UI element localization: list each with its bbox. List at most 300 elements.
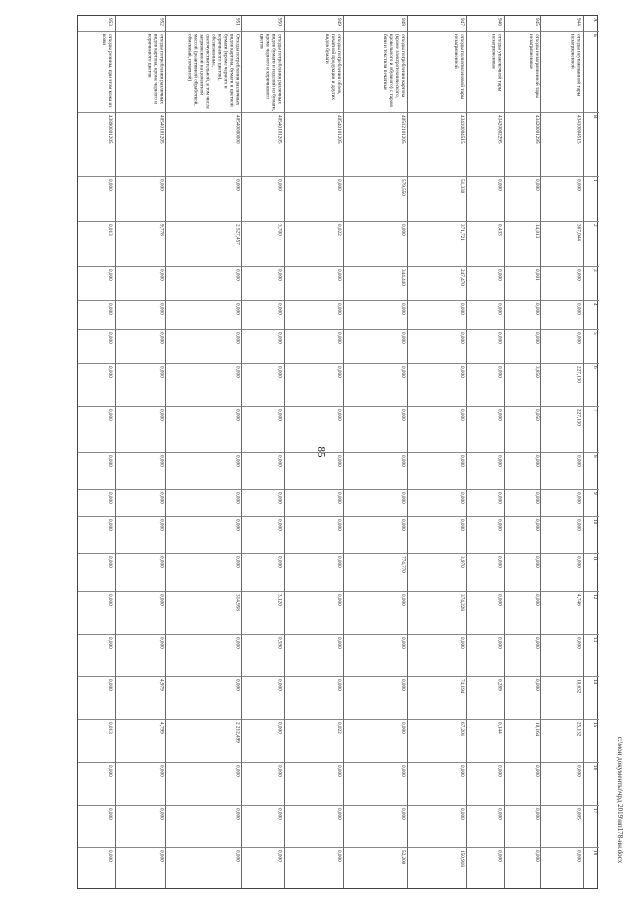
cell-text: 40512101205 [399, 115, 406, 144]
table-cell [285, 591, 343, 634]
cell-text: 0,000 [106, 269, 113, 281]
cell-text: 0,000 [575, 454, 582, 467]
table-cell [166, 221, 241, 266]
cell-text: 0,590 [277, 636, 284, 649]
cell-text: 14 [592, 679, 598, 685]
table-cell [242, 719, 284, 762]
cell-text: 774,770 [399, 556, 406, 574]
cell-text: 0,000 [277, 492, 284, 504]
table-cell [505, 266, 541, 300]
table-cell [505, 676, 541, 719]
table-cell [541, 805, 583, 848]
table-cell [408, 489, 466, 516]
table-cell [285, 31, 343, 112]
table-cell [78, 634, 115, 677]
cell-text: 0,000 [158, 366, 165, 378]
cell-text: 51,330 [458, 179, 465, 194]
table-cell [467, 762, 504, 805]
cell-text: 0,001 [533, 269, 540, 281]
table-cell [584, 176, 599, 221]
cell-text: 0,000 [106, 850, 113, 862]
table-cell [344, 406, 407, 452]
table-cell [78, 847, 115, 890]
cell-text: отходы полиэтиленовой тары незагрязненной [452, 33, 465, 99]
table-cell [505, 591, 541, 634]
cell-text: 0,000 [575, 269, 582, 281]
cell-text: 0,000 [277, 332, 284, 344]
table-cell [78, 719, 115, 762]
table-cell [344, 805, 407, 848]
cell-text: 0,000 [496, 454, 503, 467]
table-cell [408, 16, 466, 31]
table-cell [408, 363, 466, 406]
table-cell [541, 363, 583, 406]
table-cell [166, 452, 241, 489]
table-cell [467, 634, 504, 677]
table-cell [242, 762, 284, 805]
cell-text: 43890001205 [106, 115, 113, 144]
cell-text: 11 [592, 556, 598, 562]
table-row [165, 16, 241, 888]
cell-text: 0,000 [399, 807, 406, 820]
table-cell [285, 221, 343, 266]
footer-path: c:\мои документы\чрд 2019\ип178-ин.docx [616, 736, 624, 864]
table-cell [505, 847, 541, 890]
table-cell [505, 762, 541, 805]
cell-text: 0,000 [106, 454, 113, 467]
cell-text: 0,000 [533, 679, 540, 691]
table-cell [408, 329, 466, 363]
cell-text: 0,000 [277, 519, 284, 531]
cell-text: 18 [592, 850, 598, 856]
cell-text: 0,000 [336, 332, 343, 344]
table-cell [285, 266, 343, 300]
cell-text: 0,000 [533, 636, 540, 649]
cell-text: 10,632 [575, 679, 582, 694]
table-cell [467, 300, 504, 329]
cell-text: 0,000 [106, 332, 113, 344]
table-cell [166, 553, 241, 590]
cell-text: 0,000 [234, 454, 241, 467]
cell-text: 0,000 [533, 807, 540, 820]
table-cell [116, 221, 165, 266]
cell-text: 0,000 [533, 519, 540, 531]
cell-text: 0,000 [106, 764, 113, 777]
cell-text: В [592, 115, 598, 119]
table-cell [285, 452, 343, 489]
table-cell [116, 329, 165, 363]
table-cell [78, 31, 115, 112]
table-cell [584, 805, 599, 848]
table-cell [116, 300, 165, 329]
table-row [540, 16, 583, 888]
table-cell [467, 516, 504, 553]
cell-text: 0,000 [158, 332, 165, 344]
cell-text: 0,000 [336, 492, 343, 504]
table-cell [541, 762, 583, 805]
cell-text: 4,746 [575, 593, 582, 606]
cell-text: 0,000 [533, 179, 540, 191]
cell-text: 0,000 [399, 679, 406, 691]
table-cell [541, 516, 583, 553]
table-cell [584, 553, 599, 590]
cell-text: отходы потребления картона (кроме электротехнического, кровельного и обувного) с тарою бязи и текстиля печатные [381, 33, 406, 108]
table-cell [344, 676, 407, 719]
cell-text: 0,000 [158, 179, 165, 191]
cell-text: 0,000 [336, 519, 343, 531]
cell-text: 0,000 [106, 593, 113, 606]
table-cell [584, 591, 599, 634]
table-cell [541, 634, 583, 677]
table-cell [166, 489, 241, 516]
table-cell [505, 176, 541, 221]
table-cell [467, 847, 504, 890]
table-cell [541, 489, 583, 516]
cell-text: 43420002295 [496, 115, 503, 144]
table-cell [116, 406, 165, 452]
table-cell [344, 16, 407, 31]
table-cell [242, 634, 284, 677]
table-cell [166, 591, 241, 634]
cell-text: 0,000 [336, 408, 343, 421]
cell-text: 0,000 [496, 332, 503, 344]
table-cell [285, 329, 343, 363]
cell-text: 4,979 [158, 679, 165, 691]
cell-text: 40540000000 [234, 115, 241, 144]
cell-text: 0,000 [234, 332, 241, 344]
table-cell [78, 591, 115, 634]
cell-text: 0,005 [575, 807, 582, 820]
table-cell [408, 553, 466, 590]
table-cell [541, 112, 583, 176]
cell-text: 150,918 [458, 850, 465, 868]
table-cell [505, 719, 541, 762]
table-cell [467, 329, 504, 363]
table-cell [242, 112, 284, 176]
cell-text: 0,000 [575, 764, 582, 777]
cell-text: 945 [533, 18, 540, 26]
table-cell [344, 112, 407, 176]
cell-text: 40540101205 [336, 115, 343, 144]
table-cell [344, 221, 407, 266]
table-cell [285, 176, 343, 221]
cell-text: 0,000 [336, 556, 343, 569]
table-cell [242, 452, 284, 489]
cell-text: 0,000 [158, 556, 165, 569]
cell-text: 15 [592, 722, 598, 728]
table-cell [78, 221, 115, 266]
cell-text: 0,000 [277, 556, 284, 569]
table-cell [344, 329, 407, 363]
cell-text: 0,000 [533, 454, 540, 467]
cell-text: 52,200 [399, 850, 406, 865]
table-cell [467, 363, 504, 406]
cell-text: 227,130 [575, 408, 582, 426]
cell-text: 0,000 [399, 408, 406, 421]
cell-text: 0,000 [277, 722, 284, 734]
table-cell [116, 676, 165, 719]
cell-text: 371,721 [458, 224, 465, 241]
cell-text: 0,000 [575, 332, 582, 344]
cell-text: 0,000 [496, 556, 503, 569]
cell-text: 3,700 [277, 224, 284, 236]
cell-text: 247,470 [458, 269, 465, 286]
table-cell [467, 176, 504, 221]
table-cell [467, 805, 504, 848]
table-cell [408, 176, 466, 221]
footer-area [610, 0, 630, 905]
table-cell [242, 363, 284, 406]
table-cell [541, 31, 583, 112]
table-cell [242, 805, 284, 848]
cell-text: 0,000 [496, 807, 503, 820]
cell-text: 14,013 [533, 224, 540, 239]
cell-text: 0,000 [158, 454, 165, 467]
cell-text: отходы потребления обоев, печатной продукции и других видов бумаги [324, 33, 343, 100]
table-cell [467, 676, 504, 719]
cell-text: отходы потребления различных видов картона, кроме черного и коричневого цветов [146, 33, 165, 104]
table-cell [242, 406, 284, 452]
table-cell [285, 634, 343, 677]
cell-text: 0,000 [234, 679, 241, 691]
cell-text: 0,050 [533, 408, 540, 421]
table-cell [541, 300, 583, 329]
table-row [78, 16, 115, 888]
cell-text: 10 [592, 519, 598, 525]
table-cell [166, 176, 241, 221]
cell-text: 0,000 [496, 764, 503, 777]
cell-text: 0,000 [106, 519, 113, 531]
cell-text: 0,000 [106, 408, 113, 421]
cell-text: 0,000 [234, 269, 241, 281]
cell-text: 0,000 [158, 303, 165, 315]
cell-text: 2 527,457 [234, 224, 241, 245]
table-cell [242, 591, 284, 634]
table-cell [285, 805, 343, 848]
cell-text: 0,000 [575, 303, 582, 315]
cell-text: 0,000 [158, 850, 165, 862]
table-cell [166, 805, 241, 848]
table-cell [408, 762, 466, 805]
cell-text: 0,000 [496, 850, 503, 862]
cell-text: 10,164 [533, 722, 540, 737]
cell-text: 0,000 [399, 332, 406, 344]
table-cell [467, 112, 504, 176]
cell-text: 0,000 [336, 764, 343, 777]
table-cell [285, 406, 343, 452]
table-cell [505, 112, 541, 176]
cell-text: 0,000 [106, 807, 113, 820]
cell-text: 950 [277, 18, 284, 26]
table-cell [116, 762, 165, 805]
table-cell [166, 31, 241, 112]
cell-text: 344,440 [399, 269, 406, 286]
table-cell [584, 300, 599, 329]
cell-text: 0,000 [336, 303, 343, 315]
cell-text: 0,000 [575, 636, 582, 649]
table-cell [344, 452, 407, 489]
table-cell [467, 719, 504, 762]
table-row [241, 16, 284, 888]
table-cell [116, 553, 165, 590]
cell-text: 946 [496, 18, 503, 26]
table-cell [584, 719, 599, 762]
table-cell [344, 553, 407, 590]
cell-text: 0,000 [336, 454, 343, 467]
cell-text: 0,433 [496, 224, 503, 236]
table-cell [78, 176, 115, 221]
cell-text: 12 [592, 593, 598, 600]
table-cell [408, 266, 466, 300]
table-cell [505, 452, 541, 489]
cell-text: 7 [592, 408, 598, 412]
table-cell [285, 112, 343, 176]
table-cell [116, 591, 165, 634]
table-cell [166, 676, 241, 719]
table-cell [166, 634, 241, 677]
table-cell [166, 300, 241, 329]
table-cell [408, 719, 466, 762]
page-number: 85 [315, 446, 327, 458]
table-cell [467, 266, 504, 300]
cell-text: 0,000 [234, 519, 241, 531]
table-cell [344, 31, 407, 112]
table-cell [584, 452, 599, 489]
table-cell [541, 676, 583, 719]
cell-text: 0,000 [533, 332, 540, 344]
table-cell [166, 266, 241, 300]
table-cell [166, 16, 241, 31]
table-cell [285, 516, 343, 553]
cell-text: 74,194 [458, 679, 465, 694]
table-cell [242, 329, 284, 363]
cell-text: отходы незагрязненной тары незагрязненные [527, 33, 540, 98]
cell-text: 0,000 [277, 179, 284, 191]
table-cell [467, 553, 504, 590]
cell-text: 0,000 [496, 492, 503, 504]
table-cell [242, 847, 284, 890]
table-cell [408, 112, 466, 176]
cell-text: 0,000 [158, 593, 165, 606]
table-cell [116, 719, 165, 762]
table-cell [285, 489, 343, 516]
table-cell [505, 489, 541, 516]
table-cell [116, 363, 165, 406]
cell-text: отходы потребления различных видов бумаги и изделий из бумаги, кроме черного и коричневого цветов [259, 33, 284, 111]
cell-text: 0,000 [234, 303, 241, 315]
cell-text: 0,000 [458, 519, 465, 531]
table-cell [116, 31, 165, 112]
cell-text: 0,000 [575, 179, 582, 191]
cell-text: 952 [158, 18, 165, 26]
table-cell [285, 847, 343, 890]
cell-text: 0,000 [458, 303, 465, 315]
table-cell [541, 452, 583, 489]
cell-text: 0,000 [458, 764, 465, 777]
cell-text: 0,000 [277, 764, 284, 777]
table-cell [584, 634, 599, 677]
cell-text: 0,000 [106, 492, 113, 504]
cell-text: 0,000 [399, 366, 406, 378]
table-row [343, 16, 407, 888]
table-cell [78, 329, 115, 363]
table-cell [78, 16, 115, 31]
table-cell [467, 16, 504, 31]
table-cell [344, 516, 407, 553]
cell-text: 367,044 [575, 224, 582, 241]
cell-text: 3,970 [458, 556, 465, 569]
table-cell [78, 300, 115, 329]
table-cell [584, 406, 599, 452]
table-cell [285, 762, 343, 805]
table-cell [408, 676, 466, 719]
table-cell [344, 300, 407, 329]
table-cell [505, 406, 541, 452]
table-cell [505, 553, 541, 590]
cell-text: 0,000 [336, 636, 343, 649]
cell-text: 0,000 [458, 332, 465, 344]
cell-text: 0,000 [496, 303, 503, 315]
cell-text: 0,000 [533, 303, 540, 315]
table-row [407, 16, 466, 888]
cell-text: 4 [592, 303, 598, 306]
table-cell [78, 676, 115, 719]
table-cell [116, 452, 165, 489]
table-cell [166, 363, 241, 406]
table-cell [408, 300, 466, 329]
cell-text: 0,000 [234, 408, 241, 421]
table-cell [344, 847, 407, 890]
cell-text: 0,000 [277, 454, 284, 467]
table-cell [116, 16, 165, 31]
table-cell [408, 406, 466, 452]
table-cell [285, 16, 343, 31]
cell-text: 0,000 [106, 179, 113, 191]
cell-text: 0,000 [336, 366, 343, 378]
table-cell [505, 516, 541, 553]
table-cell [116, 516, 165, 553]
cell-text: 43410004515 [458, 115, 465, 144]
cell-text: 43410004515 [575, 115, 582, 144]
cell-text: 3,850 [533, 366, 540, 378]
table-cell [584, 221, 599, 266]
table-cell [584, 266, 599, 300]
table-cell [285, 719, 343, 762]
table-cell [408, 516, 466, 553]
cell-text: 0,000 [399, 224, 406, 236]
table-cell [541, 406, 583, 452]
cell-text: 953 [106, 18, 113, 26]
table-cell [166, 847, 241, 890]
table-cell [541, 719, 583, 762]
table-cell [467, 452, 504, 489]
table-row [115, 16, 165, 888]
table-cell [242, 300, 284, 329]
cell-text: 0,000 [277, 850, 284, 862]
table-cell [408, 31, 466, 112]
table-cell [584, 31, 599, 112]
table-cell [505, 31, 541, 112]
table-cell [242, 676, 284, 719]
table-cell [344, 489, 407, 516]
table-cell [541, 221, 583, 266]
cell-text: 2 212,499 [234, 722, 241, 743]
cell-text: 0,000 [399, 303, 406, 315]
cell-text: 0,000 [106, 679, 113, 691]
data-table [77, 15, 598, 889]
cell-text: 4,799 [158, 722, 165, 734]
table-cell [467, 406, 504, 452]
